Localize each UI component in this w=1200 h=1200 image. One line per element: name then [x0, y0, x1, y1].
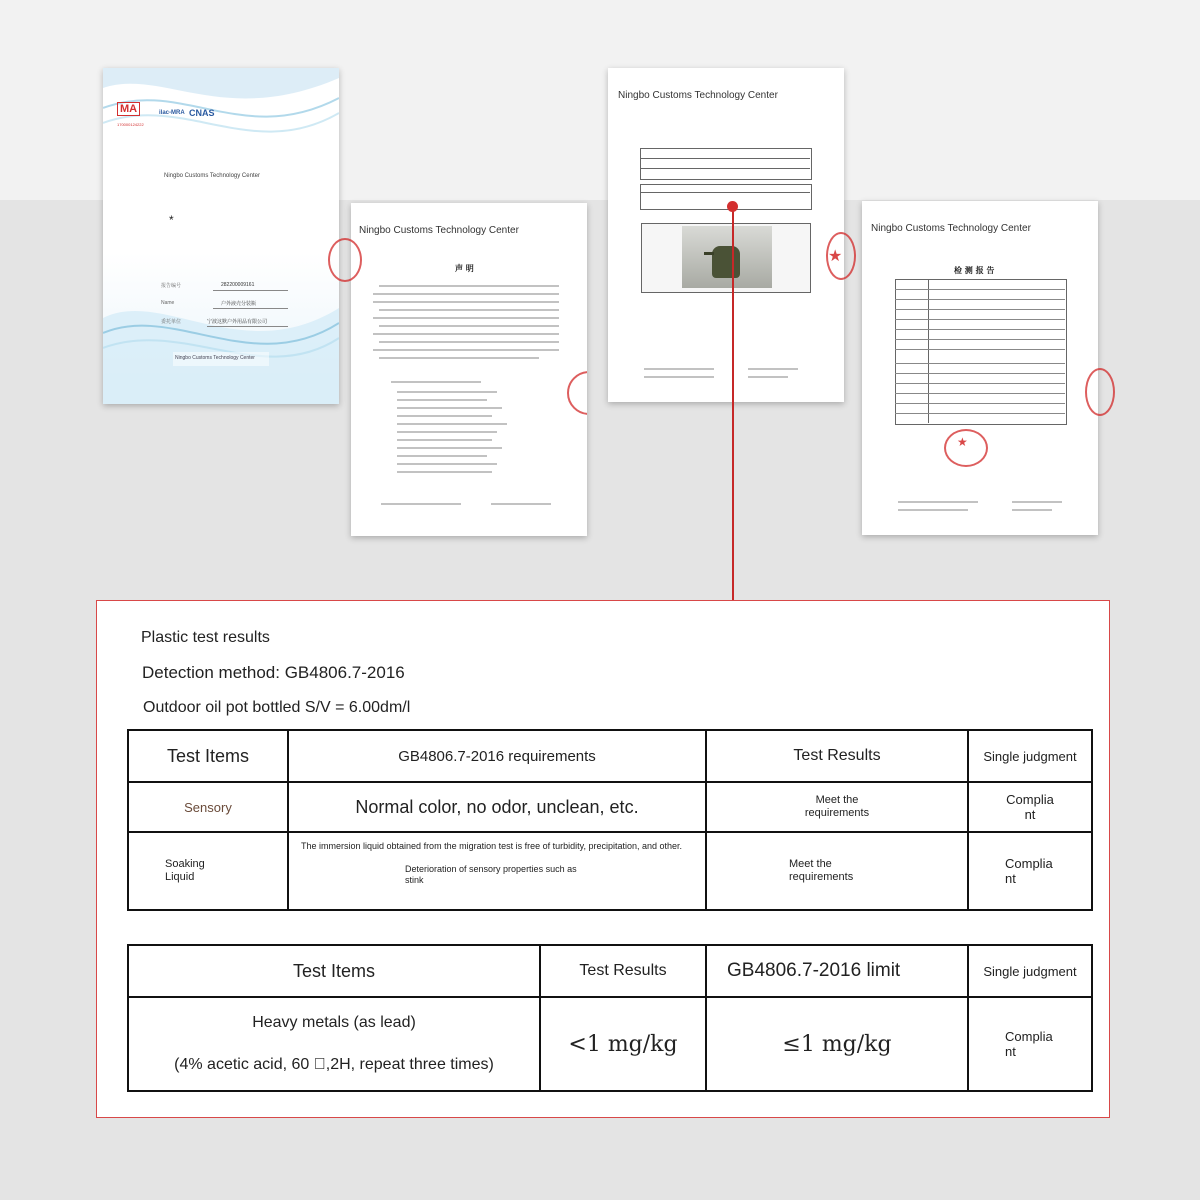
judgment-line: Complia — [1006, 792, 1054, 807]
requirement-line: Deterioration of sensory properties such as — [405, 864, 577, 874]
test-item — [128, 997, 540, 1091]
mini-table — [640, 184, 812, 210]
cover-footer-org: Ningbo Customs Technology Center — [175, 355, 255, 361]
red-seal-icon — [1085, 368, 1115, 416]
test-result: <1 mg/kg — [540, 997, 706, 1091]
sample-photo — [682, 226, 772, 288]
test-item — [128, 832, 288, 910]
test-result — [706, 782, 968, 832]
column-header: Single judgment — [968, 945, 1092, 997]
cma-logo-icon: MA — [117, 102, 140, 116]
underline — [207, 326, 288, 327]
detection-method: Detection method: GB4806.7-2016 — [142, 663, 405, 682]
plastic-test-results-panel — [96, 600, 1110, 1118]
cover-field-value: 户外液壳分装瓶 — [221, 301, 257, 307]
table-row — [128, 782, 1092, 832]
column-header: Single judgment — [968, 730, 1092, 782]
underline — [213, 290, 288, 291]
doc-heading: 声 明 — [455, 263, 474, 273]
judgment-line: Complia — [1005, 856, 1053, 871]
judgment-line: nt — [1005, 871, 1016, 886]
column-header: Test Results — [706, 730, 968, 782]
test-item: Sensory — [128, 782, 288, 832]
item-line: Soaking — [165, 858, 205, 870]
red-seal-icon — [328, 238, 362, 282]
cover-field-label: Name — [161, 300, 175, 306]
red-seal-icon — [567, 371, 587, 415]
limit-value: ≤1 mg/kg — [706, 997, 968, 1091]
result-line: requirements — [789, 871, 854, 883]
table-row — [128, 997, 1092, 1091]
column-header: Test Items — [128, 730, 288, 782]
item-line: Heavy metals (as lead) — [252, 1014, 416, 1031]
requirement — [288, 832, 706, 910]
underline — [213, 308, 288, 309]
item-line: (4% acetic acid, 60  ,2H, repeat three times) — [174, 1056, 494, 1073]
result-line: requirements — [804, 807, 870, 819]
judgment — [968, 997, 1092, 1091]
cma-code: 170000124222 — [117, 122, 144, 127]
sample-description: Outdoor oil pot bottled S/V = 6.00dm/l — [143, 699, 411, 716]
requirements-table — [127, 729, 1093, 911]
cover-asterisk: * — [169, 213, 174, 227]
bottle-icon — [712, 246, 740, 278]
item-line: Liquid — [165, 871, 195, 883]
result-line: Meet the — [815, 794, 859, 806]
requirement: Normal color, no odor, unclean, etc. — [288, 782, 706, 832]
column-header: GB4806.7-2016 limit — [706, 945, 968, 997]
cnas-logo-icon: CNAS — [189, 108, 215, 118]
report-cover-page — [103, 68, 339, 404]
connector-line — [732, 206, 734, 632]
doc-title: Ningbo Customs Technology Center — [618, 90, 778, 101]
panel-title: Plastic test results — [141, 629, 270, 646]
requirement-line: The immersion liquid obtained from the migration test is free of turbidity, precipitation, and other. — [301, 841, 683, 851]
judgment-line: nt — [1024, 807, 1036, 822]
table-row — [128, 832, 1092, 910]
test-result — [706, 832, 968, 910]
column-header: Test Results — [540, 945, 706, 997]
inspection-report-page — [862, 201, 1098, 535]
judgment — [968, 782, 1092, 832]
declaration-page — [351, 203, 587, 536]
cover-field-value: 宁波这默户外用品有限公司 — [207, 319, 268, 325]
cover-org-name: Ningbo Customs Technology Center — [164, 173, 260, 179]
connector-dot — [727, 201, 738, 212]
cover-field-label: 委托单位 — [161, 319, 182, 325]
seal-star-icon: ★ — [828, 248, 843, 265]
doc-heading: 检 测 报 告 — [954, 265, 995, 275]
requirement-line: stink — [405, 875, 424, 885]
mini-table — [640, 148, 812, 180]
judgment-line: nt — [1005, 1044, 1016, 1059]
ilac-logo-icon: ilac-MRA — [159, 110, 185, 116]
judgment — [968, 832, 1092, 910]
result-line: Meet the — [789, 858, 832, 870]
doc-title: Ningbo Customs Technology Center — [871, 223, 1031, 234]
test-result-page — [608, 68, 844, 402]
column-header: Test Items — [128, 945, 540, 997]
sample-photo-frame — [641, 223, 811, 293]
judgment-line: Complia — [1005, 1029, 1053, 1044]
cover-field-value: 282200009161 — [221, 282, 255, 288]
seal-star-icon: ★ — [957, 435, 968, 449]
doc-title: Ningbo Customs Technology Center — [359, 225, 519, 236]
column-header: GB4806.7-2016 requirements — [288, 730, 706, 782]
table-header-row — [128, 730, 1092, 782]
cover-field-label: 报告编号 — [161, 283, 182, 289]
table-header-row — [128, 945, 1092, 997]
heavy-metals-table — [127, 944, 1093, 1092]
